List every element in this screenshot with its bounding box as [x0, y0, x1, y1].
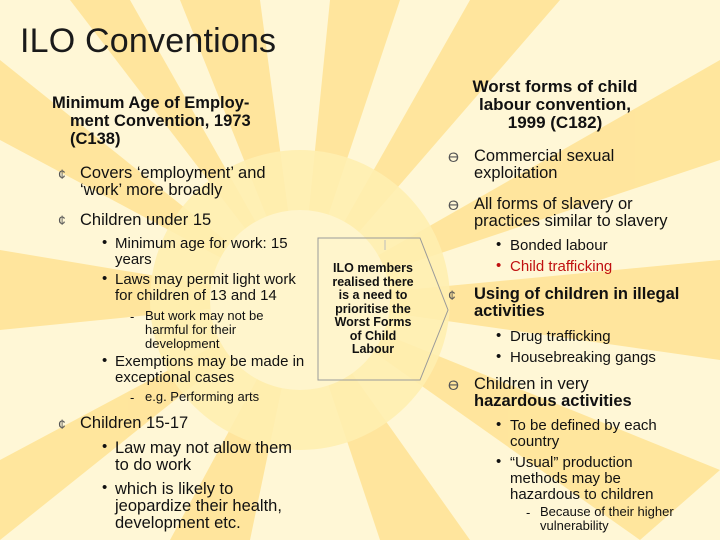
point-line: exploitation: [474, 164, 558, 182]
bullet-line: Minimum age for work: 15: [115, 235, 288, 252]
bullet-exemptions: [115, 354, 304, 386]
bullet-law-not-allow: [115, 440, 292, 474]
bullet-icon: •: [496, 348, 502, 365]
bullet-housebreaking: Housebreaking gangs: [510, 349, 656, 366]
bullet-min-age: [115, 236, 288, 268]
bullet-icon: •: [102, 270, 108, 287]
c138-heading: [52, 94, 352, 148]
bullet-light-work: [115, 272, 296, 304]
bullet-line: to do work: [115, 456, 192, 474]
sub-line: Because of their higher: [540, 504, 674, 519]
marker-icon: ¢: [58, 212, 66, 228]
point-line: activities: [474, 302, 545, 320]
point-line: hazardous activities: [474, 392, 632, 410]
point-line: Children in very: [474, 375, 589, 393]
c138-heading-line1: Minimum Age of Employ-: [52, 94, 250, 112]
dash-icon: -: [526, 505, 531, 520]
bullet-line: country: [510, 433, 560, 450]
point-line: All forms of slavery or: [474, 195, 633, 213]
bullet-line: To be defined by each: [510, 417, 657, 434]
bullet-icon: •: [496, 453, 502, 470]
bullet-line: Exemptions may be made in: [115, 353, 305, 370]
note-line: prioritise the: [335, 301, 411, 316]
sub-line: development: [145, 336, 220, 351]
note-line: realised there: [332, 274, 414, 289]
note-line: ILO members: [333, 261, 413, 275]
note-line: is a need to: [338, 288, 408, 302]
bullet-icon: •: [496, 416, 502, 433]
bullet-line: which is likely to: [115, 480, 234, 498]
c138-heading-line2: ment Convention, 1973: [70, 112, 251, 130]
bullet-icon: •: [496, 257, 502, 274]
c182-heading-line: labour convention,: [478, 95, 632, 114]
point-line: ‘work’ more broadly: [80, 181, 223, 199]
point-line: practices similar to slavery: [474, 212, 668, 230]
bullet-line: “Usual” production: [510, 454, 633, 471]
bullet-line: jeopardize their health,: [115, 497, 282, 515]
bullet-usual-production: [510, 455, 653, 503]
sub-vulnerability: [540, 505, 674, 533]
sub-not-harmful: [145, 309, 264, 351]
bullet-drug-trafficking: Drug trafficking: [510, 328, 611, 345]
note-line: Worst Forms: [334, 315, 412, 329]
point-slavery: [474, 196, 667, 230]
bullet-icon: •: [102, 479, 108, 496]
sub-line: But work may not be: [145, 308, 264, 323]
bullet-icon: •: [102, 234, 108, 251]
bullet-icon: •: [496, 236, 502, 253]
c182-heading-line: 1999 (C182): [507, 113, 603, 132]
point-covers-employment: [80, 165, 266, 199]
bullet-line: methods may be: [510, 470, 621, 487]
note-line: of Child: [349, 328, 397, 343]
point-commercial-sexual: [474, 148, 614, 182]
marker-icon: ϴ: [448, 149, 459, 165]
bullet-line: years: [115, 251, 152, 268]
marker-icon: ϴ: [448, 377, 459, 393]
point-children-15-17: Children 15-17: [80, 414, 189, 432]
bullet-bonded-labour: Bonded labour: [510, 237, 608, 254]
ilo-members-note: [318, 262, 428, 357]
point-line: Covers ‘employment’ and: [80, 164, 266, 182]
c182-heading: [430, 78, 680, 132]
point-line: Commercial sexual: [474, 147, 615, 165]
bullet-line: Law may not allow them: [115, 439, 292, 457]
marker-icon: ¢: [448, 287, 456, 303]
bullet-icon: •: [102, 352, 108, 369]
bullet-line: exceptional cases: [115, 369, 235, 386]
dash-icon: -: [130, 390, 135, 405]
point-illegal-activities: [474, 286, 679, 320]
bullet-defined-by-country: [510, 418, 657, 450]
sub-line: harmful for their: [145, 322, 237, 337]
bullet-line: development etc.: [115, 514, 241, 532]
c182-heading-line: Worst forms of child: [472, 77, 638, 96]
bullet-child-trafficking: Child trafficking: [510, 258, 613, 275]
bullet-icon: •: [102, 438, 108, 455]
point-hazardous: [474, 376, 632, 410]
marker-icon: ϴ: [448, 197, 459, 213]
bullet-line: hazardous to children: [510, 486, 654, 503]
page-title: ILO Conventions: [20, 22, 277, 60]
point-children-under-15: Children under 15: [80, 211, 212, 229]
sub-line: vulnerability: [540, 518, 609, 533]
c138-heading-line3: (C138): [70, 130, 121, 148]
dash-icon: -: [130, 309, 135, 324]
point-line: Using of children in illegal: [474, 285, 680, 303]
bullet-line: for children of 13 and 14: [115, 287, 277, 304]
bullet-jeopardize: [115, 481, 282, 532]
marker-icon: ¢: [58, 166, 66, 182]
note-line: Labour: [351, 342, 395, 356]
sub-performing-arts: e.g. Performing arts: [145, 389, 260, 404]
bullet-icon: •: [496, 327, 502, 344]
marker-icon: ¢: [58, 416, 66, 432]
bullet-line: Laws may permit light work: [115, 271, 296, 288]
